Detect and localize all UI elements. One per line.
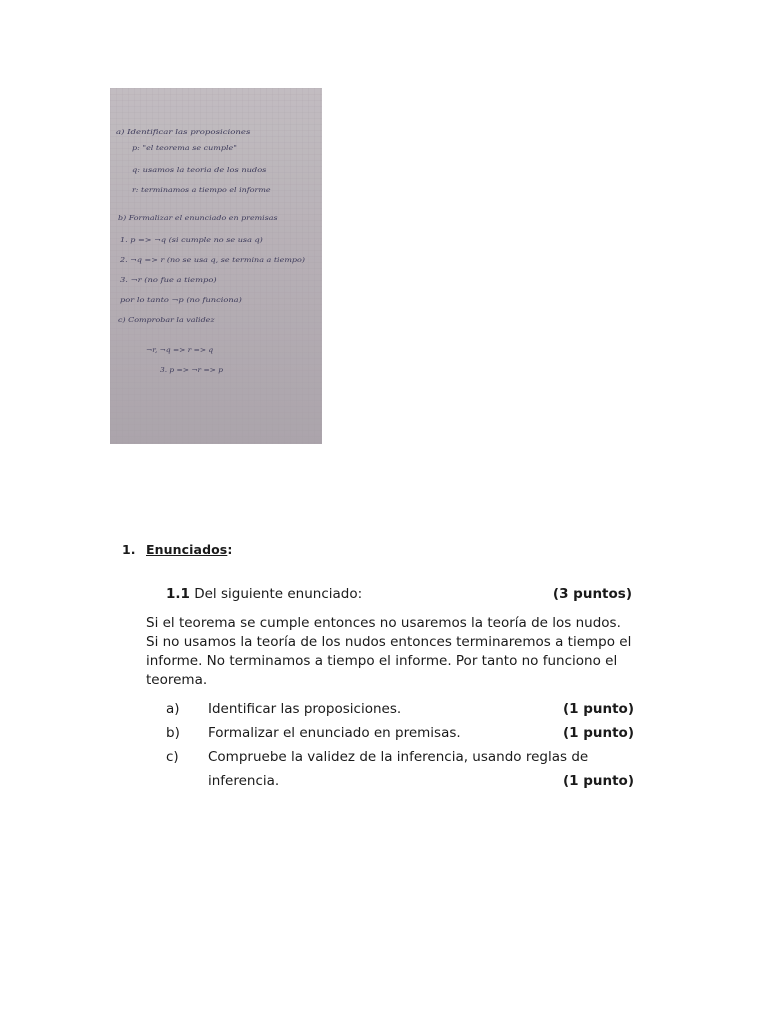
- subsection-number: 1.1: [166, 586, 190, 602]
- subsection-points: (3 puntos): [552, 586, 632, 602]
- handwritten-line: 3. p => ¬r => p: [160, 367, 224, 374]
- question-item-c: [166, 745, 634, 793]
- item-text: Compruebe la validez de la inferencia, usando reglas de inferencia.: [208, 749, 589, 789]
- handwritten-line: 2. ¬q => r (no se usa q, se termina a tiempo): [118, 257, 306, 264]
- handwritten-notes-photo: [110, 88, 322, 444]
- item-points: (1 punto): [562, 725, 634, 741]
- section-heading: [122, 542, 232, 557]
- handwritten-line: 3. ¬r (no fue a tiempo): [120, 277, 218, 284]
- question-item-b: [166, 721, 634, 745]
- handwritten-line: r: terminamos a tiempo el informe: [132, 187, 272, 194]
- notebook-page-image: [110, 88, 322, 444]
- handwritten-line: ¬r, ¬q => r => q: [146, 347, 214, 354]
- handwritten-line: c) Comprobar la validez: [118, 317, 216, 324]
- question-item-a: [166, 697, 634, 721]
- item-letter: a): [166, 701, 180, 717]
- handwritten-line: p: "el teorema se cumple": [132, 145, 238, 152]
- handwritten-line: por lo tanto ¬p (no funciona): [120, 297, 243, 304]
- handwritten-line: b) Formalizar el enunciado en premisas: [118, 215, 278, 222]
- subsection-heading: [166, 586, 632, 602]
- handwritten-line: q: usamos la teoria de los nudos: [132, 167, 267, 174]
- handwritten-line: 1. p => ¬q (si cumple no se usa q): [120, 237, 264, 244]
- section-title: Enunciados: [146, 542, 228, 557]
- section-colon: :: [227, 542, 233, 557]
- subsection-title: Del siguiente enunciado:: [194, 586, 363, 602]
- item-letter: c): [166, 749, 179, 765]
- item-text: Formalizar el enunciado en premisas.: [208, 725, 461, 741]
- item-letter: b): [166, 725, 180, 741]
- item-points: (1 punto): [562, 701, 634, 717]
- section-number: 1.: [122, 542, 136, 557]
- item-points: (1 punto): [562, 773, 634, 789]
- statement-paragraph: Si el teorema se cumple entonces no usaremos la teoría de los nudos. Si no usamos la teoría de los nudos entonces terminaremos a tiempo el informe. No terminamos a tiempo el informe. Por tanto no funciono el teorema.: [146, 615, 632, 688]
- handwritten-line: a) Identificar las proposiciones: [116, 129, 251, 136]
- item-text: Identificar las proposiciones.: [208, 701, 402, 717]
